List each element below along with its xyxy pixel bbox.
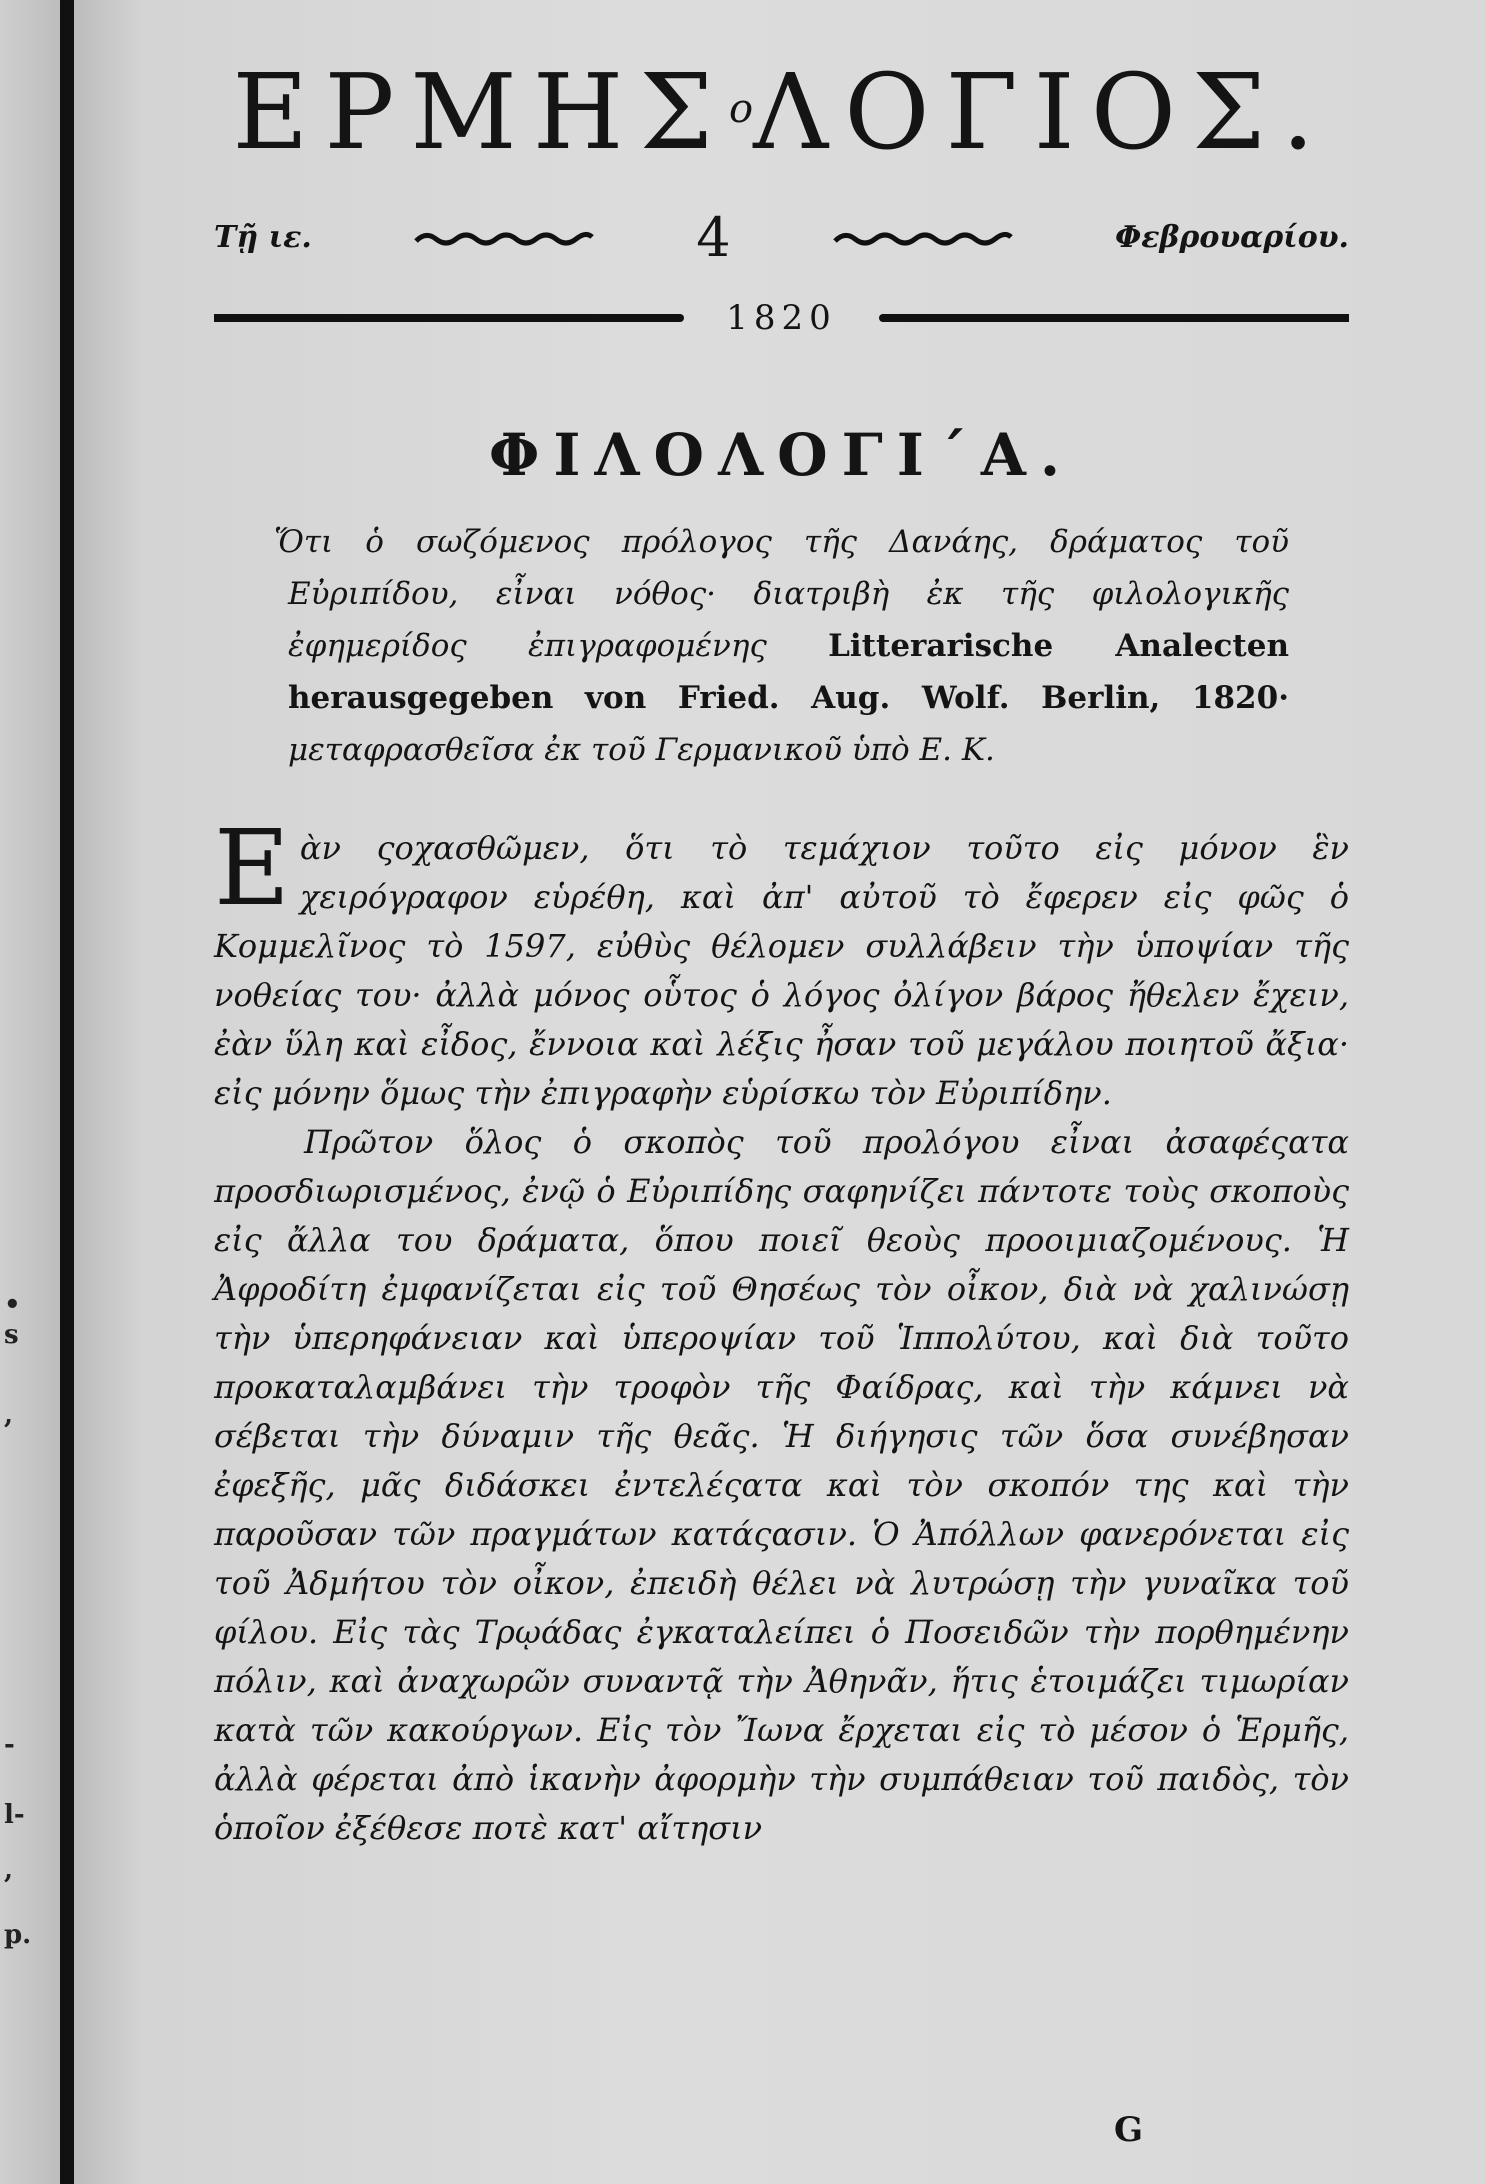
drop-cap: Ε — [214, 807, 290, 929]
issue-month: Φεβρουαρίου. — [1115, 219, 1349, 255]
wave-ornament-left — [414, 227, 594, 247]
article-abstract — [274, 516, 1289, 776]
abstract-latin: Litterarische Analecten herausgegeben von Fried. Aug. Wolf. Berlin, 1820· — [288, 628, 1290, 716]
margin-fragment: , — [4, 1400, 14, 1430]
book-gutter — [60, 0, 74, 2184]
margin-fragment: • — [4, 1290, 21, 1320]
paragraph-2: Πρῶτον ὅλος ὁ σκοπὸς τοῦ προλόγου εἶναι ἀσαφέςατα προσδιωρισμένος, ἐνῷ ὁ Εὐριπίδης σαφηνίζει πάντοτε τοὺς σκοποὺς εἰς ἄλλα του δράματα, ὅπου ποιεῖ θεοὺς προοιμιαζομένους. Ἡ Ἀφροδίτη ἐμφανίζεται εἰς τοῦ Θησέως τὸν οἶκον, διὰ νὰ χαλινώσῃ τὴν ὑπερηφάνειαν καὶ ὑπεροψίαν τοῦ Ἱππολύτου, καὶ διὰ τοῦτο προκαταλαμβάνει τὴν τροφὸν τῆς Φαίδρας, καὶ τὴν κάμνει νὰ σέβεται τὴν δύναμιν τῆς θεᾶς. Ἡ διήγησις τῶν ὅσα συνέβησαν ἐφεξῆς, μᾶς διδάσκει ἐντελέςατα καὶ τὸν σκοπόν της καὶ τὴν παροῦσαν τῶν πραγμάτων κατάςασιν. Ὁ Ἀπόλλων φανερόνεται εἰς τοῦ Ἀδμήτου τὸν οἶκον, ἐπειδὴ θέλει νὰ λυτρώσῃ τὴν γυναῖκα τοῦ φίλου. Εἰς τὰς Τρῳάδας ἐγκαταλείπει ὁ Ποσειδῶν τὴν πορθημένην πόλιν, καὶ ἀναχωρῶν συναντᾷ τὴν Ἀθηνᾶν, ἥτις ἑτοιμάζει τιμωρίαν κατὰ τῶν κακούργων. Εἰς τὸν Ἴωνα ἔρχεται εἰς τὸ μέσον ὁ Ἑρμῆς, ἀλλὰ φέρεται ἀπὸ ἱκανὴν ἀφορμὴν τὴν συμπάθειαν τοῦ παιδὸς, τὸν ὁποῖον ἐξέθεσε ποτὲ κατ' αἴτησιν — [214, 1123, 1349, 1847]
issue-number: 4 — [696, 205, 731, 269]
facing-page-edge — [0, 0, 60, 2184]
masthead-left: ΕΡΜΗΣ — [232, 51, 730, 173]
masthead-right: ΛΟΓΙΟΣ. — [753, 51, 1331, 173]
section-title: ΦΙΛΟΛΟΓΙ΄Α. — [488, 421, 1075, 489]
paragraph-1-text: ὰν ςοχασθῶμεν, ὅτι τὸ τεμάχιον τοῦτο εἰς μόνον ἓν χειρόγραφον εὑρέθη, καὶ ἀπ' αὐτοῦ τὸ ἔφερεν εἰς φῶς ὁ Κομμελῖνος τὸ 1597, εὐθὺς θέλομεν συλλάβειν τὴν ὑποψίαν τῆς νοθείας του· ἀλλὰ μόνος οὗτος ὁ λόγος ὀλίγον βάρος ἤθελεν ἔχειν, ἐὰν ὕλη καὶ εἶδος, ἔννοια καὶ λέξις ἦσαν τοῦ μεγάλου ποιητοῦ ἄξια· εἰς μόνην ὅμως τὴν ἐπιγραφὴν εὑρίσκω τὸν Εὐριπίδην. — [214, 829, 1349, 1112]
issue-year: 1820 — [726, 298, 837, 338]
margin-fragment: s — [4, 1320, 19, 1350]
masthead-title — [214, 51, 1349, 173]
abstract-greek-1: Ὅτι ὁ σωζόμενος πρόλογος τῆς Δανάης, δράματος τοῦ Εὐριπίδου, εἶναι νόθος· διατριβὴ ἐκ τῆς φιλολογικῆς ἐφημερίδος ἐπιγραφομένης — [274, 524, 1289, 664]
newspaper-page — [74, 0, 1485, 2184]
issue-day: Τῇ ιε. — [214, 219, 312, 255]
page-content — [214, 50, 1349, 1853]
signature-mark: G — [1114, 2110, 1144, 2150]
rule-right — [879, 314, 1349, 322]
dateline — [214, 205, 1349, 269]
rule-left — [214, 314, 684, 322]
abstract-greek-2: μεταφρασθεῖσα ἐκ τοῦ Γερμανικοῦ ὑπὸ Ε. Κ. — [288, 732, 995, 768]
paragraph-1 — [214, 807, 1349, 1118]
margin-fragment: p. — [4, 1920, 32, 1950]
wave-ornament-right — [833, 227, 1013, 247]
margin-fragment: - — [4, 1730, 15, 1760]
year-rule — [214, 298, 1349, 338]
margin-fragment: l- — [4, 1800, 25, 1830]
article-body — [214, 807, 1349, 1853]
masthead-article: ο — [729, 86, 754, 132]
margin-fragment: , — [4, 1855, 14, 1885]
